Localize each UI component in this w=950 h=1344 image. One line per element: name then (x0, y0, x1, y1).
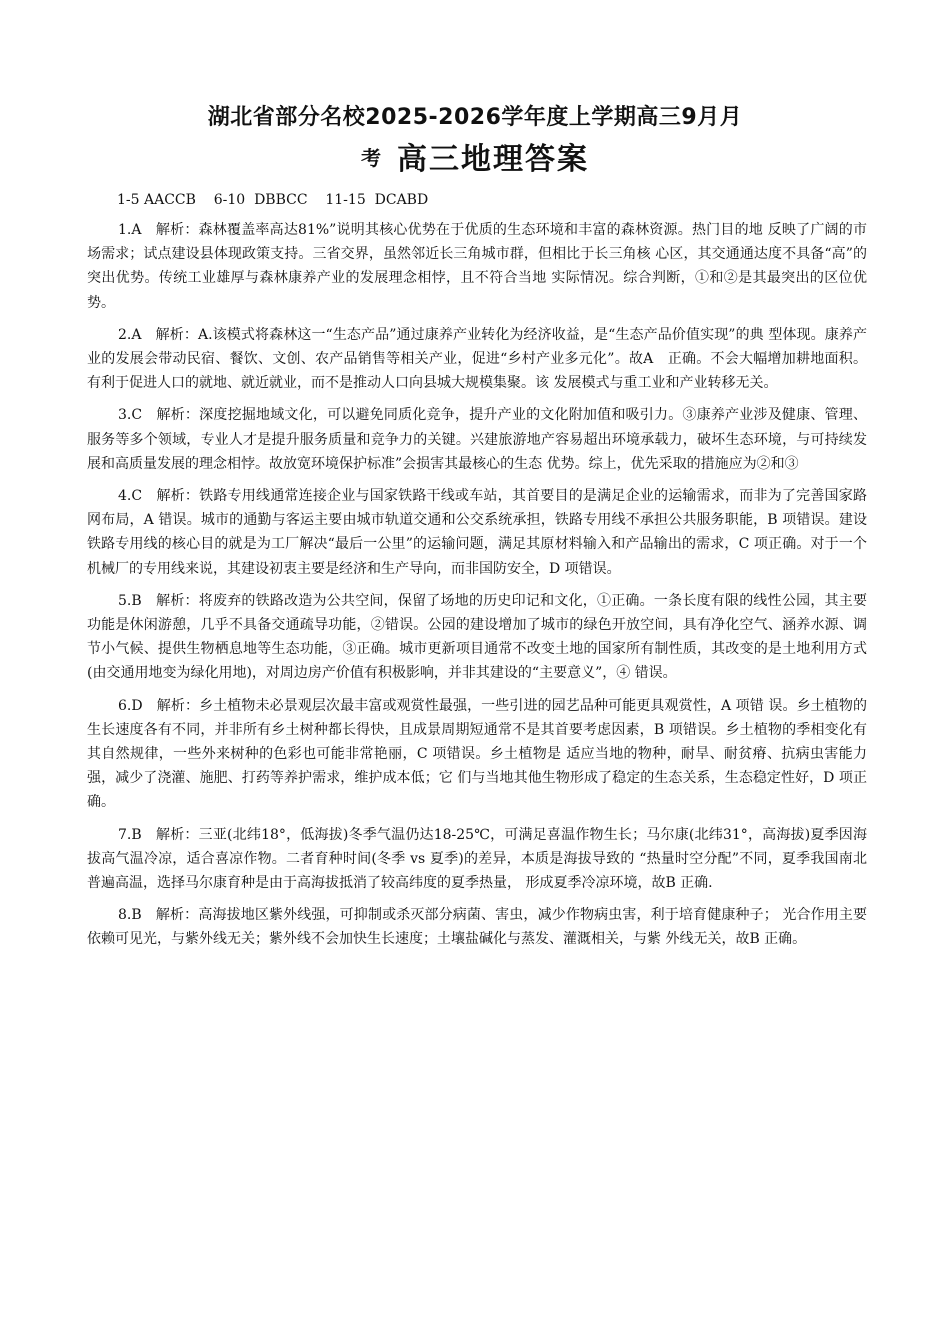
explanation-6: 6.D 解析：乡土植物未必景观层次最丰富或观赏性最强，一些引进的园艺品种可能更具观赏性，A 项错 误。乡土植物的生长速度各有不同，并非所有乡土树种都长得快，且成景周期短通常不是其首要考虑因素，B 项错误。乡土植物的季相变化有其自然规律，一些外来树种的色彩也可能非常艳丽，C 项错误。乡土植物是 适应当地的物种，耐旱、耐贫瘠、抗病虫害能力强，减少了浇灌、施肥、打药等养护需求，维护成本低；它 们与当地其他生物形成了稳定的生态关系，生态稳定性好，D 项正确。 (87, 697, 867, 811)
page-subtitle (0, 134, 950, 178)
explanation-4: 4.C 解析：铁路专用线通常连接企业与国家铁路干线或车站，其首要目的是满足企业的运输需求，而非为了完善国家路网布局，A 错误。城市的通勤与客运主要由城市轨道交通和公交系统承担，铁路专用线不承担公共服务职能，B 项错误。建设铁路专用线的核心目的就是为工厂解决“最后一公里”的运输问题，满足其原材料输入和产品输出的需求，C 项正确。对于一个机械厂的专用线来说，其建设初衷主要是经济和生产导向，而非国防安全，D 项错误。 (87, 488, 867, 577)
explanation-7: 7.B 解析：三亚(北纬18°，低海拔)冬季气温仍达18-25℃，可满足喜温作物生长；马尔康(北纬31°，高海拔)夏季因海拔高气温冷凉，适合喜凉作物。二者育种时间(冬季 vs 夏季)的差异，本质是海拔导致的 “热量时空分配”不同，夏季我国南北普遍高温，选择马尔康育种是由于高海拔抵消了较高纬度的夏季热量， 形成夏季冷凉环境，故B 正确. (87, 826, 867, 892)
explanation-8: 8.B 解析：高海拔地区紫外线强，可抑制或杀灭部分病菌、害虫，减少作物病虫害，利于培育健康种子； 光合作用主要依赖可见光，与紫外线无关；紫外线不会加快生长速度；土壤盐碱化与蒸发、灌溉相关，与紫 外线无关，故B 正确。 (87, 907, 867, 948)
answer-key: 1-5 AACCB 6-10 DBBCC 11-15 DCABD (117, 192, 429, 208)
explanation-1: 1.A 解析：森林覆盖率高达81%”说明其核心优势在于优质的生态环境和丰富的森林资源。热门目的地 反映了广阔的市场需求；试点建设县体现政策支持。三省交界，虽然邻近长三角城市群，但相比于长三角核 心区，其交通通达度不具备“高”的突出优势。传统工业雄厚与森林康养产业的发展理念相悖，且不符合当地 实际情况。综合判断，①和②是其最突出的区位优势。 (87, 222, 867, 311)
title-continuation: 考 (361, 146, 381, 170)
explanations (87, 218, 867, 960)
document-title: 高三地理答案 (397, 142, 589, 177)
explanation-5: 5.B 解析：将废弃的铁路改造为公共空间，保留了场地的历史印记和文化，①正确。一条长度有限的线性公园，其主要功能是休闲游憩，几乎不具备交通疏导功能，②错误。公园的建设增加了城市的绿色开放空间，具有净化空气、涵养水源、调节小气候、提供生物栖息地等生态功能，③正确。城市更新项目通常不改变土地的国家所有制性质，其改变的是土地利用方式(由交通用地变为绿化用地)，对周边房产价值有积极影响，并非其建设的“主要意义”，④ 错误。 (87, 592, 867, 682)
explanation-3: 3.C 解析：深度挖掘地域文化，可以避免同质化竞争，提升产业的文化附加值和吸引力。③康养产业涉及健康、管理、服务等多个领域，专业人才是提升服务质量和竞争力的关键。兴建旅游地产容易超出环境承载力，破坏生态环境，与可持续发展和高质量发展的理念相悖。故放宽环境保护标准”会损害其最核心的生态 优势。综上，优先采取的措施应为②和③ (87, 407, 867, 472)
explanation-2: 2.A 解析：A.该模式将森林这一“生态产品”通过康养产业转化为经济收益，是“生态产品价值实现”的典 型体现。康养产业的发展会带动民宿、餐饮、文创、农产品销售等相关产业，促进“乡村产业多元化”。故A 正确。不会大幅增加耕地面积。有利于促进人口的就地、就近就业，而不是推动人口向县城大规模集聚。该 发展模式与重工业和产业转移无关。 (87, 326, 867, 392)
page-title: 湖北省部分名校2025-2026学年度上学期高三9月月 (207, 105, 743, 130)
